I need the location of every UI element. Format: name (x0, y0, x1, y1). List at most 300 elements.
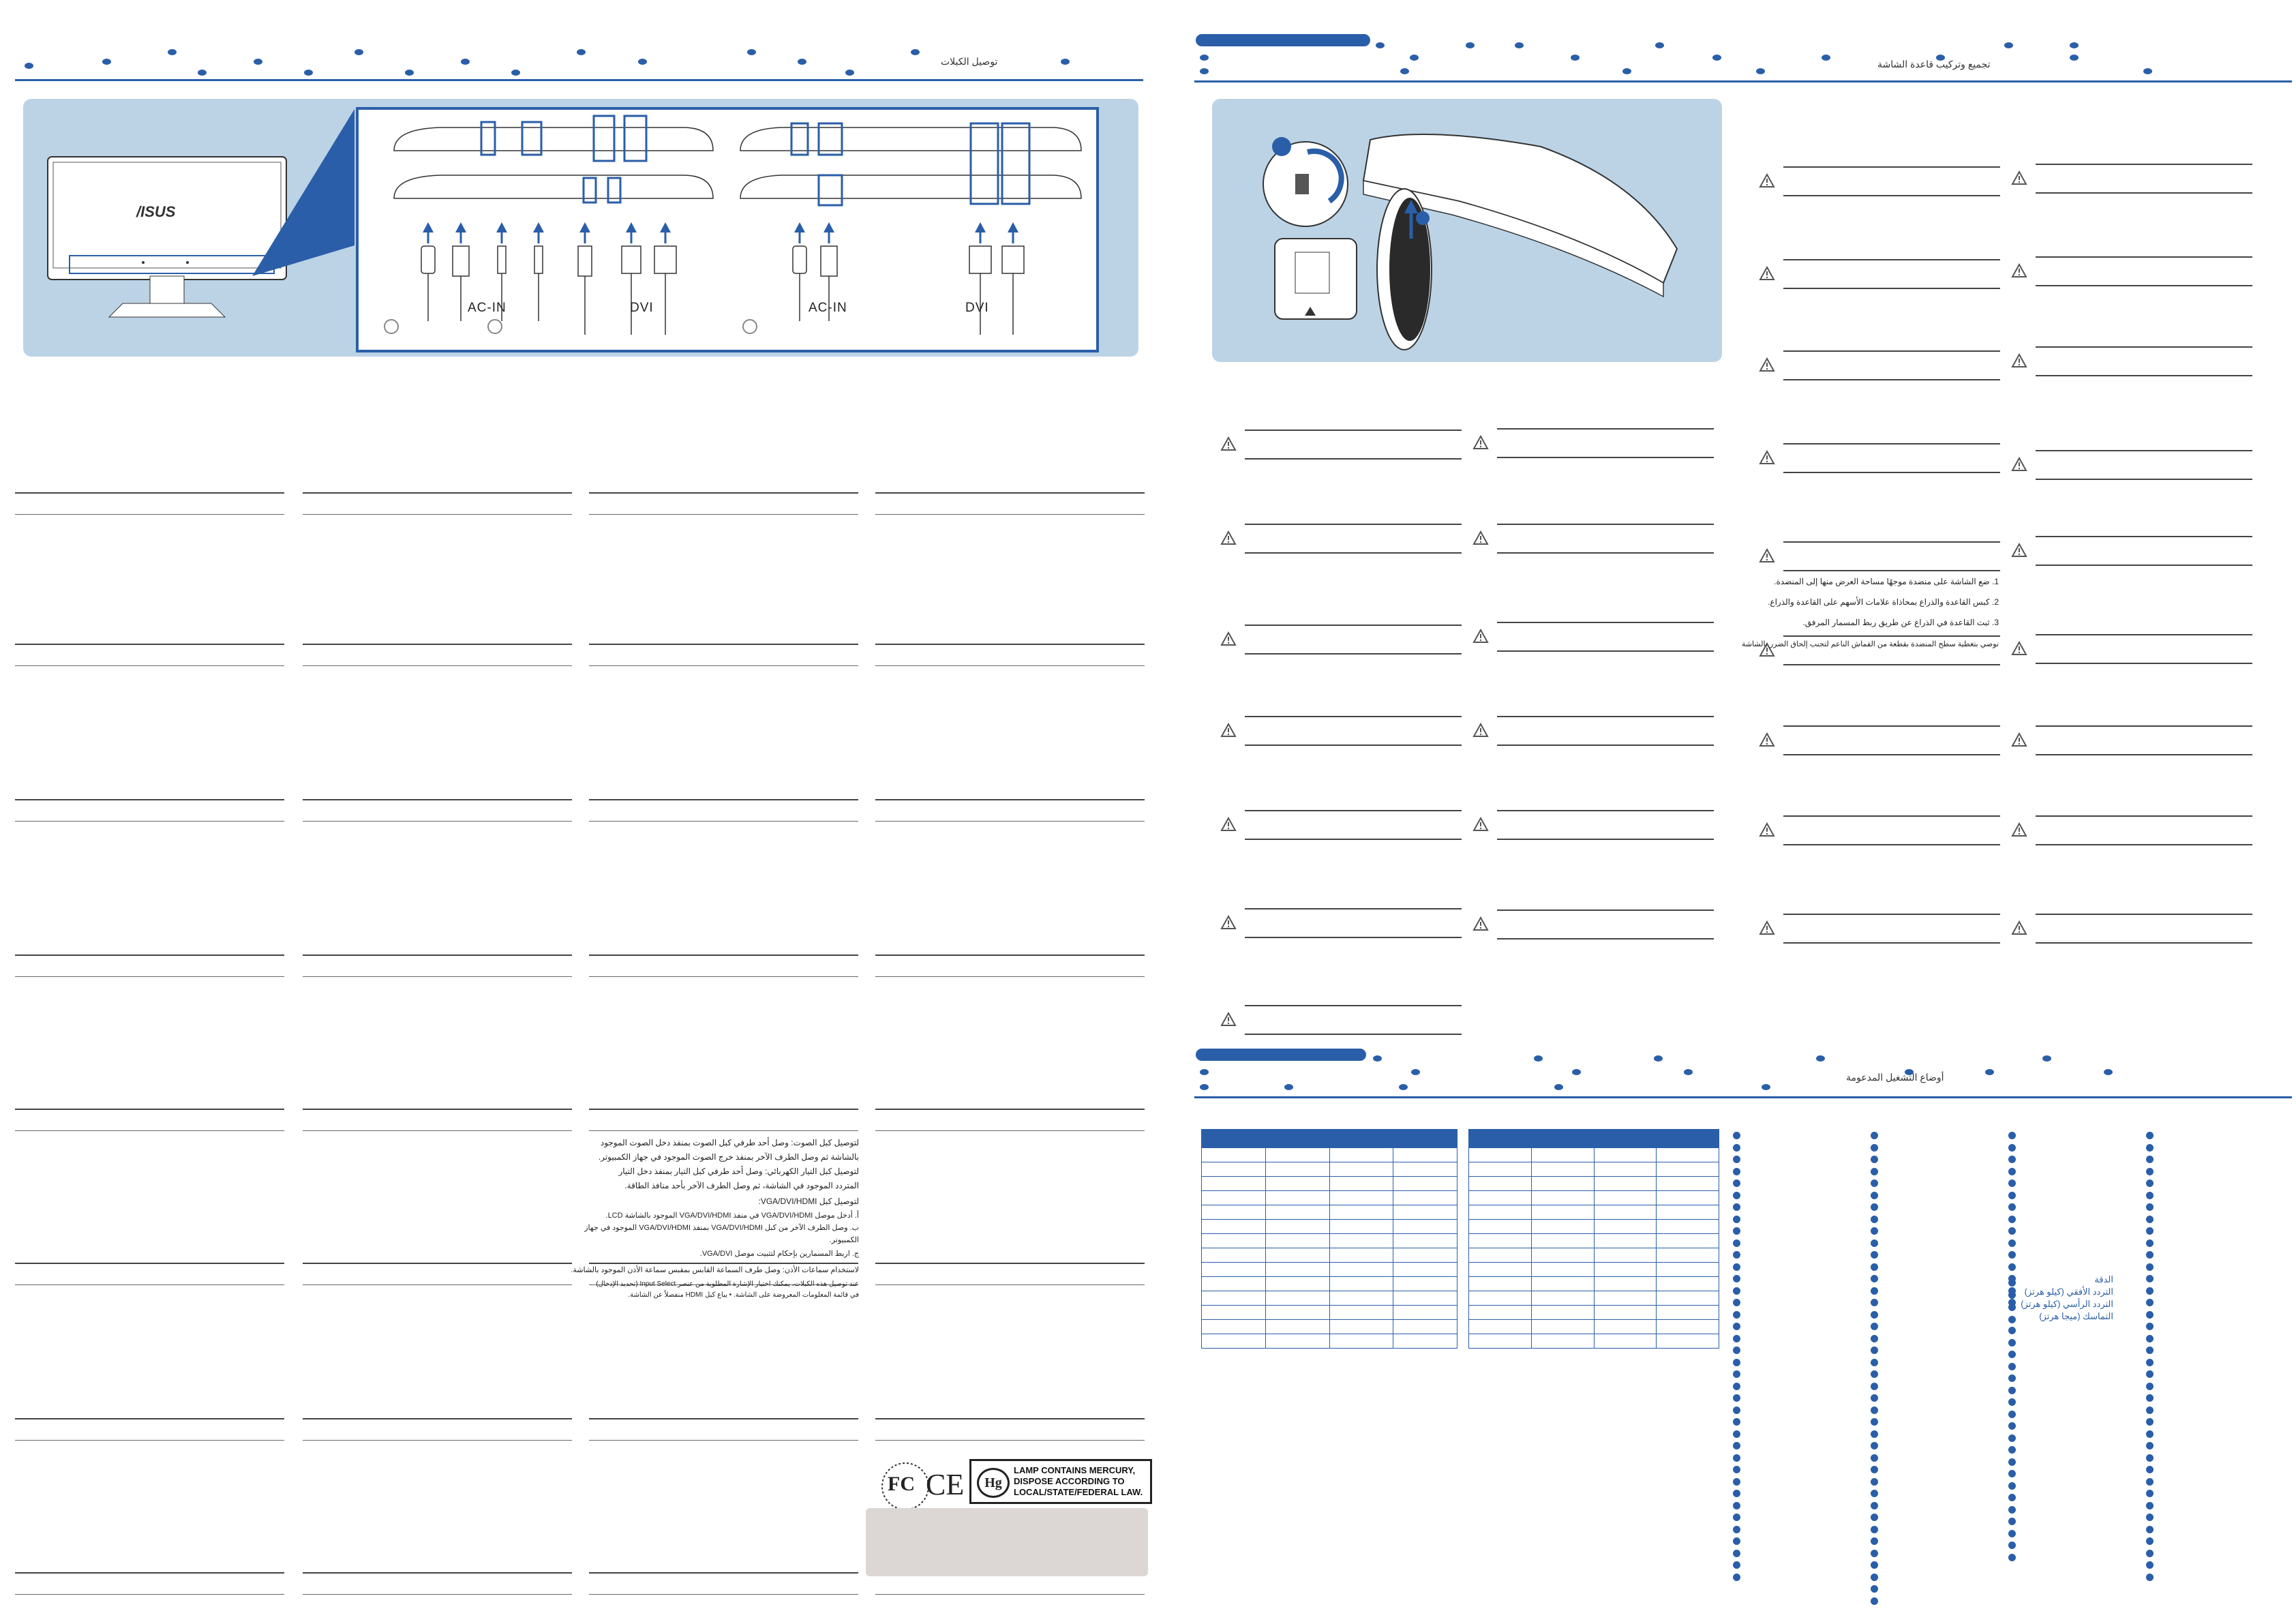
header-dot (1684, 1069, 1693, 1075)
mercury-notice-text (1014, 1465, 1143, 1498)
table-cell (1202, 1220, 1266, 1234)
bullet-dot (1871, 1585, 1878, 1593)
column-rule (875, 1594, 1145, 1595)
column-rule (875, 1440, 1145, 1441)
table-cell (1594, 1320, 1657, 1334)
caution-rule (1245, 1034, 1462, 1035)
dvi-label-1: DVI (630, 301, 654, 315)
column-rule (303, 799, 572, 800)
table-cell (1202, 1291, 1266, 1306)
warning-icon (1759, 548, 1775, 563)
ac-in-label-2: AC-IN (809, 301, 847, 315)
table-cell (1265, 1162, 1329, 1177)
bullet-dot (2146, 1239, 2154, 1247)
bullet-dot (2146, 1299, 2154, 1306)
table-cell (1393, 1306, 1457, 1320)
table-cell (1393, 1205, 1457, 1220)
header-dot (1572, 1069, 1581, 1075)
caution-rule (1245, 810, 1462, 811)
bullet-dot (1871, 1156, 1878, 1163)
column-rule (875, 492, 1145, 494)
header-dot (25, 63, 33, 69)
table-cell (1265, 1320, 1329, 1334)
bullet-dot (2008, 1470, 2016, 1477)
column-rule (589, 1418, 858, 1419)
bullet-dot (2008, 1144, 2016, 1152)
bullet-dot (1871, 1383, 1878, 1390)
table-cell (1202, 1162, 1266, 1177)
table-cell (1265, 1205, 1329, 1220)
bullet-dot (2008, 1411, 2016, 1418)
bullet-dot (1733, 1263, 1740, 1271)
bullet-dot (2008, 1239, 2016, 1247)
table-cell (1265, 1334, 1329, 1349)
table-cell (1657, 1291, 1719, 1306)
caution-rule (1783, 844, 2000, 845)
table-cell (1469, 1291, 1532, 1306)
stand-assembly-illustration (1254, 119, 1691, 351)
table-cell (1594, 1234, 1657, 1248)
column-rule (589, 492, 858, 494)
monitor-logo: /ISUS (136, 203, 176, 220)
bullet-dot (1733, 1132, 1740, 1139)
bullet-dot (2146, 1574, 2154, 1581)
bullet-dot (1871, 1132, 1878, 1139)
table-cell (1202, 1177, 1266, 1191)
column-rule (589, 799, 858, 800)
bullet-dot (2146, 1323, 2154, 1330)
bullet-dot (1871, 1275, 1878, 1282)
bullet-dot (1871, 1179, 1878, 1187)
header-dot (354, 49, 363, 55)
bullet-dot (1733, 1574, 1740, 1581)
table-cell (1265, 1177, 1329, 1191)
bullet-dot (2146, 1347, 2154, 1354)
bullet-dot (1871, 1478, 1878, 1486)
bullet-dot (2146, 1383, 2154, 1390)
table-cell (1202, 1277, 1266, 1291)
column-rule (875, 821, 1145, 822)
column-rule (589, 1572, 858, 1574)
warning-icon (1472, 435, 1489, 450)
instruction-3: لتوصيل كبل التيار الكهربائي: وصل أحد طرفي كبل التيار بمنفذ دخل التيار (618, 1167, 859, 1176)
table-header-cell (1594, 1130, 1657, 1148)
table-cell (1393, 1320, 1457, 1334)
bullet-dot (2008, 1203, 2016, 1211)
bullet-dot (2146, 1144, 2154, 1152)
bullet-dot (1871, 1299, 1878, 1306)
caution-rule (1783, 942, 2000, 944)
bullet-dot (1871, 1335, 1878, 1342)
table-cell (1393, 1234, 1457, 1248)
table-cell (1469, 1306, 1532, 1320)
connector-detail-box (356, 107, 1099, 352)
bullet-dot (1871, 1574, 1878, 1581)
table-row (1469, 1334, 1719, 1349)
caution-rule (1783, 914, 2000, 915)
table-cell (1594, 1248, 1657, 1263)
table-cell (1657, 1248, 1719, 1263)
bullet-dot (1733, 1144, 1740, 1152)
header-dot (198, 70, 207, 76)
bullet-dot (2008, 1132, 2016, 1139)
bullet-dot (2008, 1398, 2016, 1406)
column-rule (303, 665, 572, 666)
table-row (1202, 1162, 1457, 1177)
bullet-dot (2146, 1335, 2154, 1342)
step-2: 2. كبس القاعدة والذراع بمحاذاة علامات الأسهم على القاعدة والذراع. (1768, 597, 1999, 607)
bullet-dot (1871, 1514, 1878, 1521)
step-1: 1. ضع الشاشة على منضدة موجهًا مساحة العرض منها إلى المنضدة. (1774, 577, 1999, 586)
caution-rule (1245, 430, 1462, 431)
table-header-cell (1469, 1130, 1532, 1148)
bullet-dot (2146, 1192, 2154, 1199)
header-dot (1571, 55, 1580, 61)
table-cell (1393, 1334, 1457, 1349)
caution-rule (1245, 653, 1462, 655)
caution-rule (1497, 622, 1714, 623)
table-cell (1202, 1234, 1266, 1248)
header-dot (1410, 55, 1419, 61)
caution-rule (2036, 192, 2252, 194)
instruction-7: ب. وصل الطرف الآخر من كبل VGA/DVI/HDMI بمنفذ VGA/DVI/HDMI الموجود في جهاز (584, 1224, 859, 1232)
bullet-dot (2008, 1251, 2016, 1259)
header-dot (798, 59, 806, 65)
table-cell (1657, 1277, 1719, 1291)
warning-icon (1759, 920, 1775, 935)
arabic-note: نوصي بتغطية سطح المنضدة بقطعة من القماش الناعم لتجنب إلحاق الضرر بالشاشة (1741, 640, 1999, 648)
header-dot (1284, 1084, 1293, 1090)
bullet-dot (2008, 1434, 2016, 1442)
right-section-title-1: تجميع وتركيب قاعدة الشاشة (1877, 59, 1991, 70)
table-cell (1469, 1162, 1532, 1177)
bullet-dot (1871, 1359, 1878, 1366)
table-cell (1531, 1291, 1594, 1306)
table-row (1202, 1205, 1457, 1220)
header-dot (1399, 1084, 1408, 1090)
bullet-dot (1733, 1550, 1740, 1557)
table-row (1469, 1162, 1719, 1177)
table-cell (1531, 1248, 1594, 1263)
caution-rule (1783, 443, 2000, 445)
bullet-dot (1871, 1370, 1878, 1378)
caution-rule (1783, 635, 2000, 637)
bullet-dot (1733, 1561, 1740, 1569)
dvi-label-2: DVI (965, 301, 989, 315)
bullet-dot (2008, 1363, 2016, 1370)
column-rule (589, 1130, 858, 1131)
table-cell (1393, 1277, 1457, 1291)
caution-rule (1497, 650, 1714, 652)
caution-rule (1497, 938, 1714, 939)
bullet-dot (1871, 1311, 1878, 1319)
table-cell (1657, 1220, 1719, 1234)
bullet-dot (2008, 1227, 2016, 1235)
bullet-dot (2008, 1542, 2016, 1549)
right-section-title-2: أوضاع التشغيل المدعومة (1846, 1072, 1944, 1083)
table-cell (1329, 1220, 1393, 1234)
instruction-9: ج. اربط المسمارين بإحكام لتثبيت موصل VGA/DVI. (699, 1250, 859, 1258)
warning-icon (1220, 915, 1237, 930)
bullet-dot (2146, 1442, 2154, 1449)
column-rule (15, 1594, 284, 1595)
caution-rule (2036, 346, 2252, 348)
bullet-dot (1733, 1299, 1740, 1306)
bullet-dot (2146, 1478, 2154, 1486)
bullet-dot (2146, 1407, 2154, 1414)
bullet-dot (1871, 1227, 1878, 1235)
caution-rule (2036, 942, 2252, 944)
bullet-dot (1871, 1526, 1878, 1533)
bullet-dot (2146, 1275, 2154, 1282)
caution-rule (1497, 457, 1714, 458)
header-dot (1400, 68, 1409, 74)
table-cell (1329, 1263, 1393, 1277)
table-row (1469, 1291, 1719, 1306)
bullet-dot (2146, 1179, 2154, 1187)
caution-rule (1783, 166, 2000, 168)
caution-rule (1497, 839, 1714, 840)
header-dot (2104, 1069, 2113, 1075)
table-cell (1531, 1162, 1594, 1177)
table-cell (1531, 1148, 1594, 1162)
warning-icon (2011, 263, 2027, 278)
caution-rule (2036, 164, 2252, 165)
column-rule (589, 514, 858, 515)
bullet-dot (1733, 1442, 1740, 1449)
column-rule (15, 1284, 284, 1285)
ce-mark: CE (926, 1468, 965, 1501)
column-rule (15, 821, 284, 822)
bullet-dot (1871, 1490, 1878, 1497)
caution-rule (1245, 937, 1462, 938)
column-rule (875, 1263, 1145, 1264)
column-rule (589, 1109, 858, 1110)
header-dot (1655, 42, 1664, 48)
table-cell (1469, 1263, 1532, 1277)
header-dot (1376, 42, 1385, 48)
column-rule (875, 1109, 1145, 1110)
caution-rule (1245, 552, 1462, 554)
header-dot (2004, 42, 2013, 48)
table-cell (1265, 1191, 1329, 1205)
table-cell (1329, 1334, 1393, 1349)
table-row (1469, 1306, 1719, 1320)
table-cell (1202, 1191, 1266, 1205)
warning-icon (1472, 530, 1489, 545)
table-row (1469, 1220, 1719, 1234)
bullet-dot (2008, 1554, 2016, 1561)
bullet-dot (2146, 1227, 2154, 1235)
header-dot (1515, 42, 1524, 48)
column-rule (15, 954, 284, 956)
bullet-dot (1871, 1216, 1878, 1223)
bullet-dot (1733, 1370, 1740, 1378)
table-row (1202, 1263, 1457, 1277)
column-rule (875, 954, 1145, 956)
table-cell (1265, 1263, 1329, 1277)
caution-rule (1783, 815, 2000, 817)
bullet-dot (1733, 1323, 1740, 1330)
table-cell (1657, 1191, 1719, 1205)
header-dot (1200, 1069, 1209, 1075)
caution-rule (1497, 909, 1714, 911)
table-cell (1265, 1234, 1329, 1248)
table-row (1469, 1248, 1719, 1263)
bullet-dot (1733, 1514, 1740, 1521)
header-dot (1762, 1084, 1770, 1090)
table-header-cell (1531, 1130, 1594, 1148)
bullet-dot (1871, 1418, 1878, 1426)
bullet-dot (1733, 1418, 1740, 1426)
bullet-dot (1871, 1144, 1878, 1152)
table-cell (1393, 1191, 1457, 1205)
table-header-cell (1202, 1130, 1266, 1148)
instruction-12: في قائمة المعلومات المعروضة على الشاشة. • يباع كبل HDMI منفصلاً عن الشاشة. (628, 1291, 859, 1299)
header-dot (845, 70, 854, 76)
warning-icon (2011, 543, 2027, 558)
bullet-dot (1733, 1156, 1740, 1163)
hg-mark: Hg (977, 1468, 1010, 1498)
instruction-11: عند توصيل هذه الكبلات، يمكنك اختيار الإشارة المطلوبة من عنصر Input Select (تحديد الإدخال) (596, 1280, 859, 1288)
bullet-dot (1733, 1394, 1740, 1402)
header-dot (1554, 1084, 1563, 1090)
column-rule (15, 1440, 284, 1441)
table-cell (1531, 1191, 1594, 1205)
instruction-10: لاستخدام سماعات الأذن: وصل طرف السماعة القابس بمقبس سماعة الأذن الموجود بالشاشة. (571, 1266, 859, 1274)
table-cell (1469, 1191, 1532, 1205)
table-cell (1202, 1205, 1266, 1220)
instruction-8: الكمبيوتر. (829, 1236, 859, 1244)
table-cell (1594, 1334, 1657, 1349)
bullet-dot (2146, 1550, 2154, 1557)
bullet-dot (1871, 1502, 1878, 1509)
column-rule (875, 799, 1145, 800)
bullet-dot (1733, 1407, 1740, 1414)
table-cell (1329, 1320, 1393, 1334)
bullet-dot (2146, 1263, 2154, 1271)
warning-icon (2011, 920, 2027, 935)
table-cell (1393, 1248, 1457, 1263)
table-cell (1594, 1277, 1657, 1291)
bullet-dot (2146, 1287, 2154, 1295)
header-dot (1534, 1055, 1543, 1062)
column-rule (303, 644, 572, 645)
table-cell (1594, 1191, 1657, 1205)
table-cell (1657, 1162, 1719, 1177)
table-cell (1594, 1177, 1657, 1191)
header-dot (2042, 1055, 2051, 1062)
warning-icon (1472, 629, 1489, 644)
bullet-dot (2008, 1168, 2016, 1175)
caution-rule (1245, 625, 1462, 626)
table-cell (1657, 1334, 1719, 1349)
table-row (1469, 1205, 1719, 1220)
bullet-dot (2146, 1430, 2154, 1438)
column-rule (303, 1109, 572, 1110)
table-row (1202, 1191, 1457, 1205)
table-cell (1202, 1334, 1266, 1349)
table-cell (1329, 1291, 1393, 1306)
column-rule (303, 976, 572, 977)
table-cell (1531, 1306, 1594, 1320)
bullet-dot (2008, 1482, 2016, 1490)
caution-rule (1497, 810, 1714, 811)
bullet-dot (2146, 1132, 2154, 1139)
caution-rule (1245, 745, 1462, 746)
caution-rule (1783, 664, 2000, 665)
table-cell (1594, 1220, 1657, 1234)
caution-rule (2036, 914, 2252, 915)
table-cell (1469, 1205, 1532, 1220)
bullet-dot (1871, 1168, 1878, 1175)
column-rule (303, 1594, 572, 1595)
mercury-notice-box (969, 1459, 1152, 1504)
table-cell (1393, 1220, 1457, 1234)
warning-icon (1472, 916, 1489, 931)
ac-in-label-1: AC-IN (468, 301, 507, 315)
caution-rule (1783, 725, 2000, 727)
bullet-dot (1733, 1490, 1740, 1497)
table-cell (1469, 1234, 1532, 1248)
table-cell (1265, 1220, 1329, 1234)
header-dot (1712, 55, 1721, 61)
table-row (1469, 1263, 1719, 1277)
table-row (1202, 1306, 1457, 1320)
caution-rule (2036, 450, 2252, 451)
column-rule (303, 514, 572, 515)
bullet-dot (1733, 1239, 1740, 1247)
bullet-dot (1871, 1550, 1878, 1557)
legend-hfreq: التردد الأفقي (كيلو هرتز) (2024, 1287, 2113, 1297)
bullet-dot (2146, 1490, 2154, 1497)
timing-table-1 (1201, 1129, 1457, 1349)
bullet-dot (2146, 1370, 2154, 1378)
table-cell (1594, 1263, 1657, 1277)
caution-rule (1497, 745, 1714, 746)
warning-icon (2011, 353, 2027, 368)
warning-icon (2011, 170, 2027, 185)
table-cell (1594, 1205, 1657, 1220)
caution-rule (1783, 379, 2000, 380)
header-dot (168, 49, 177, 55)
header-dot (1466, 42, 1475, 48)
bullet-dot (1733, 1502, 1740, 1509)
bullet-dot (2146, 1359, 2154, 1366)
column-rule (15, 665, 284, 666)
warning-icon (1220, 530, 1237, 545)
caution-rule (1497, 428, 1714, 430)
caution-rule (1497, 524, 1714, 525)
column-rule (15, 1109, 284, 1110)
bullet-dot (2008, 1518, 2016, 1525)
bullet-dot (1733, 1203, 1740, 1211)
header-dot (2143, 68, 2152, 74)
table-row (1469, 1148, 1719, 1162)
bullet-dot (2008, 1494, 2016, 1501)
column-rule (303, 1440, 572, 1441)
column-rule (589, 1440, 858, 1441)
caution-rule (2036, 754, 2252, 755)
table-cell (1329, 1148, 1393, 1162)
table-cell (1329, 1191, 1393, 1205)
table-row (1202, 1291, 1457, 1306)
column-rule (303, 492, 572, 494)
warning-icon (1220, 1012, 1237, 1027)
bullet-dot (2008, 1192, 2016, 1199)
bullet-dot (1871, 1192, 1878, 1199)
column-rule (589, 644, 858, 645)
